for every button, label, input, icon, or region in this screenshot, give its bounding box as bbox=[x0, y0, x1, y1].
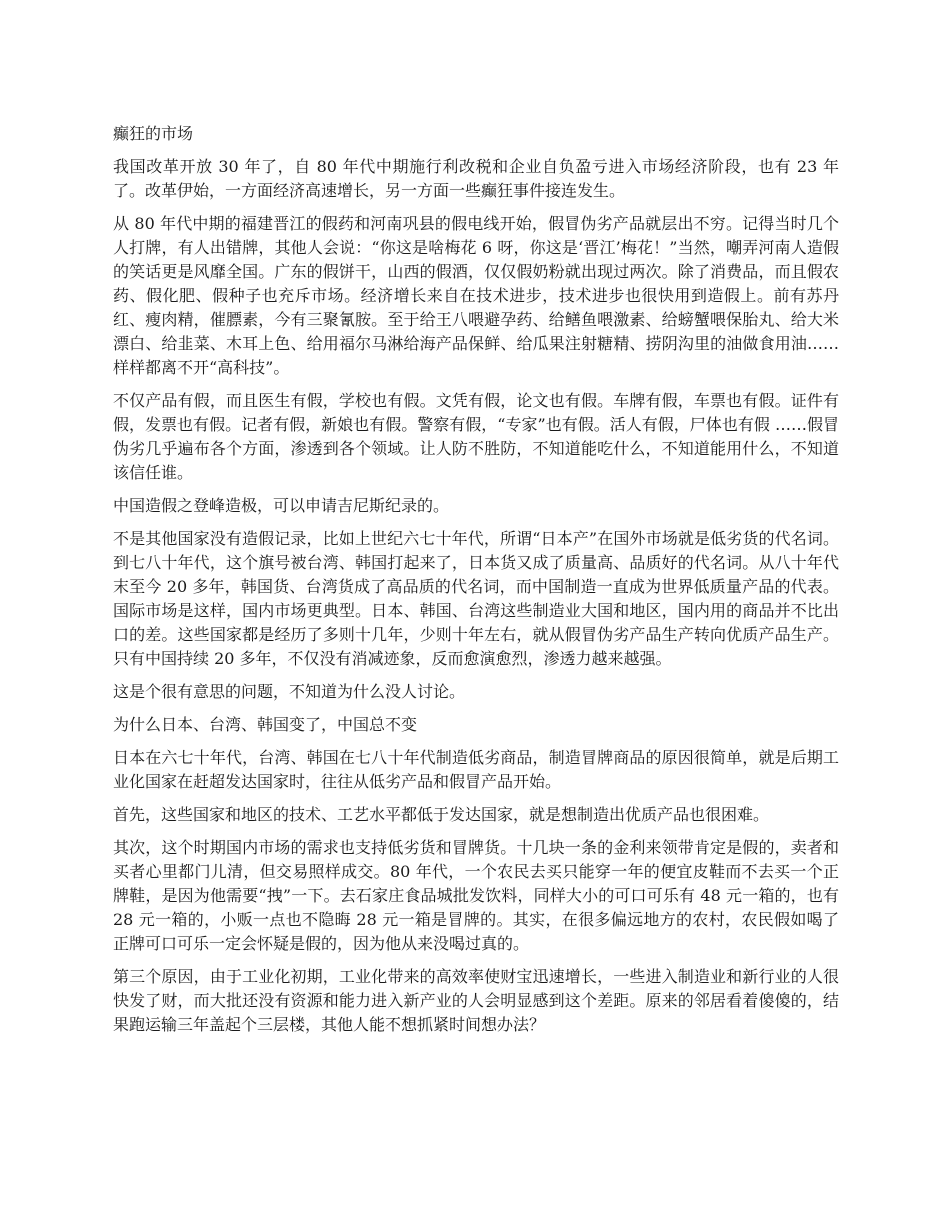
paragraph-counterfeit-history: 从 80 年代中期的福建晋江的假药和河南巩县的假电线开始，假冒伪劣产品就层出不穷。记得当时几个人打牌，有人出错牌，其他人会说：“你这是啥梅花 6 呀，你这是‘晋江’梅花！”当然，嘲弄河南人造假的笑话更是风靡全国。广东的假饼干，山西的假酒，仅仅假奶粉就出现过两次。除了消费品，而且假农药、假化肥、假种子也充斥市场。经济增长来自在技术进步，技术进步也很快用到造假上。前有苏丹红、瘦肉精，催膘素，今有三聚氰胺。至于给王八喂避孕药、给鳝鱼喂激素、给螃蟹喂保胎丸、给大米漂白、给韭菜、木耳上色、给用福尔马淋给海产品保鲜、给瓜果注射糖精、捞阴沟里的油做食用油……样样都离不开“高科技”。 bbox=[113, 214, 839, 377]
document-page bbox=[113, 122, 839, 1046]
document-title: 癫狂的市场 bbox=[113, 124, 194, 143]
paragraph-intro: 我国改革开放 30 年了，自 80 年代中期施行利改税和企业自负盈亏进入市场经济阶段，也有 23 年了。改革伊始，一方面经济高速增长，另一方面一些癫狂事件接连发生。 bbox=[113, 157, 839, 200]
paragraph-reason-overview: 日本在六七十年代，台湾、韩国在七八十年代制造低劣商品，制造冒牌商品的原因很简单，就是后期工业化国家在赶超发达国家时，往往从低劣产品和假冒产品开始。 bbox=[113, 748, 839, 791]
section-heading-why: 为什么日本、台湾、韩国变了，中国总不变 bbox=[113, 715, 418, 734]
paragraph-question: 这是个很有意思的问题，不知道为什么没人讨论。 bbox=[113, 682, 466, 701]
paragraph-guinness: 中国造假之登峰造极，可以申请吉尼斯纪录的。 bbox=[113, 496, 450, 515]
paragraph-reason-third: 第三个原因，由于工业化初期，工业化带来的高效率使财宝迅速增长，一些进入制造业和新行业的人很快发了财，而大批还没有资源和能力进入新产业的人会明显感到这个差距。原来的邻居看着傻傻的，结果跑运输三年盖起个三层楼，其他人能不想抓紧时间想办法？ bbox=[113, 967, 839, 1034]
paragraph-reason-first: 首先，这些国家和地区的技术、工艺水平都低于发达国家，就是想制造出优质产品也很困难。 bbox=[113, 805, 770, 824]
paragraph-reason-second: 其次，这个时期国内市场的需求也支持低劣货和冒牌货。十几块一条的金利来领带肯定是假的，卖者和买者心里都门儿清，但交易照样成交。80 年代，一个农民去买只能穿一年的便宜皮鞋而不去买一个正牌鞋，是因为他需要“拽”一下。去石家庄食品城批发饮料，同样大小的可口可乐有 48 元一箱的，也有 28 元一箱的，小贩一点也不隐晦 28 元一箱是冒牌的。其实，在很多偏远地方的农村，农民假如喝了正牌可口可乐一定会怀疑是假的，因为他从来没喝过真的。 bbox=[113, 838, 839, 953]
paragraph-other-countries: 不是其他国家没有造假记录，比如上世纪六七十年代，所谓“日本产”在国外市场就是低劣货的代名词。到七八十年代，这个旗号被台湾、韩国打起来了，日本货又成了质量高、品质好的代名词。从八十年代末至今 20 多年，韩国货、台湾货成了高品质的代名词，而中国制造一直成为世界低质量产品的代表。国际市场是这样，国内市场更典型。日本、韩国、台湾这些制造业大国和地区，国内用的商品并不比出口的差。这些国家都是经历了多则十几年，少则十年左右，就从假冒伪劣产品生产转向优质产品生产。只有中国持续 20 多年，不仅没有消减迹象，反而愈演愈烈，渗透力越来越强。 bbox=[113, 529, 839, 668]
paragraph-everything-fake: 不仅产品有假，而且医生有假，学校也有假。文凭有假，论文也有假。车牌有假，车票也有假。证件有假，发票也有假。记者有假，新娘也有假。警察有假，“专家”也有假。活人有假，尸体也有假 ……假冒伪劣几乎遍布各个方面，渗透到各个领域。让人防不胜防，不知道能吃什么，不知道能用什么，不知道该信任谁。 bbox=[113, 391, 839, 482]
